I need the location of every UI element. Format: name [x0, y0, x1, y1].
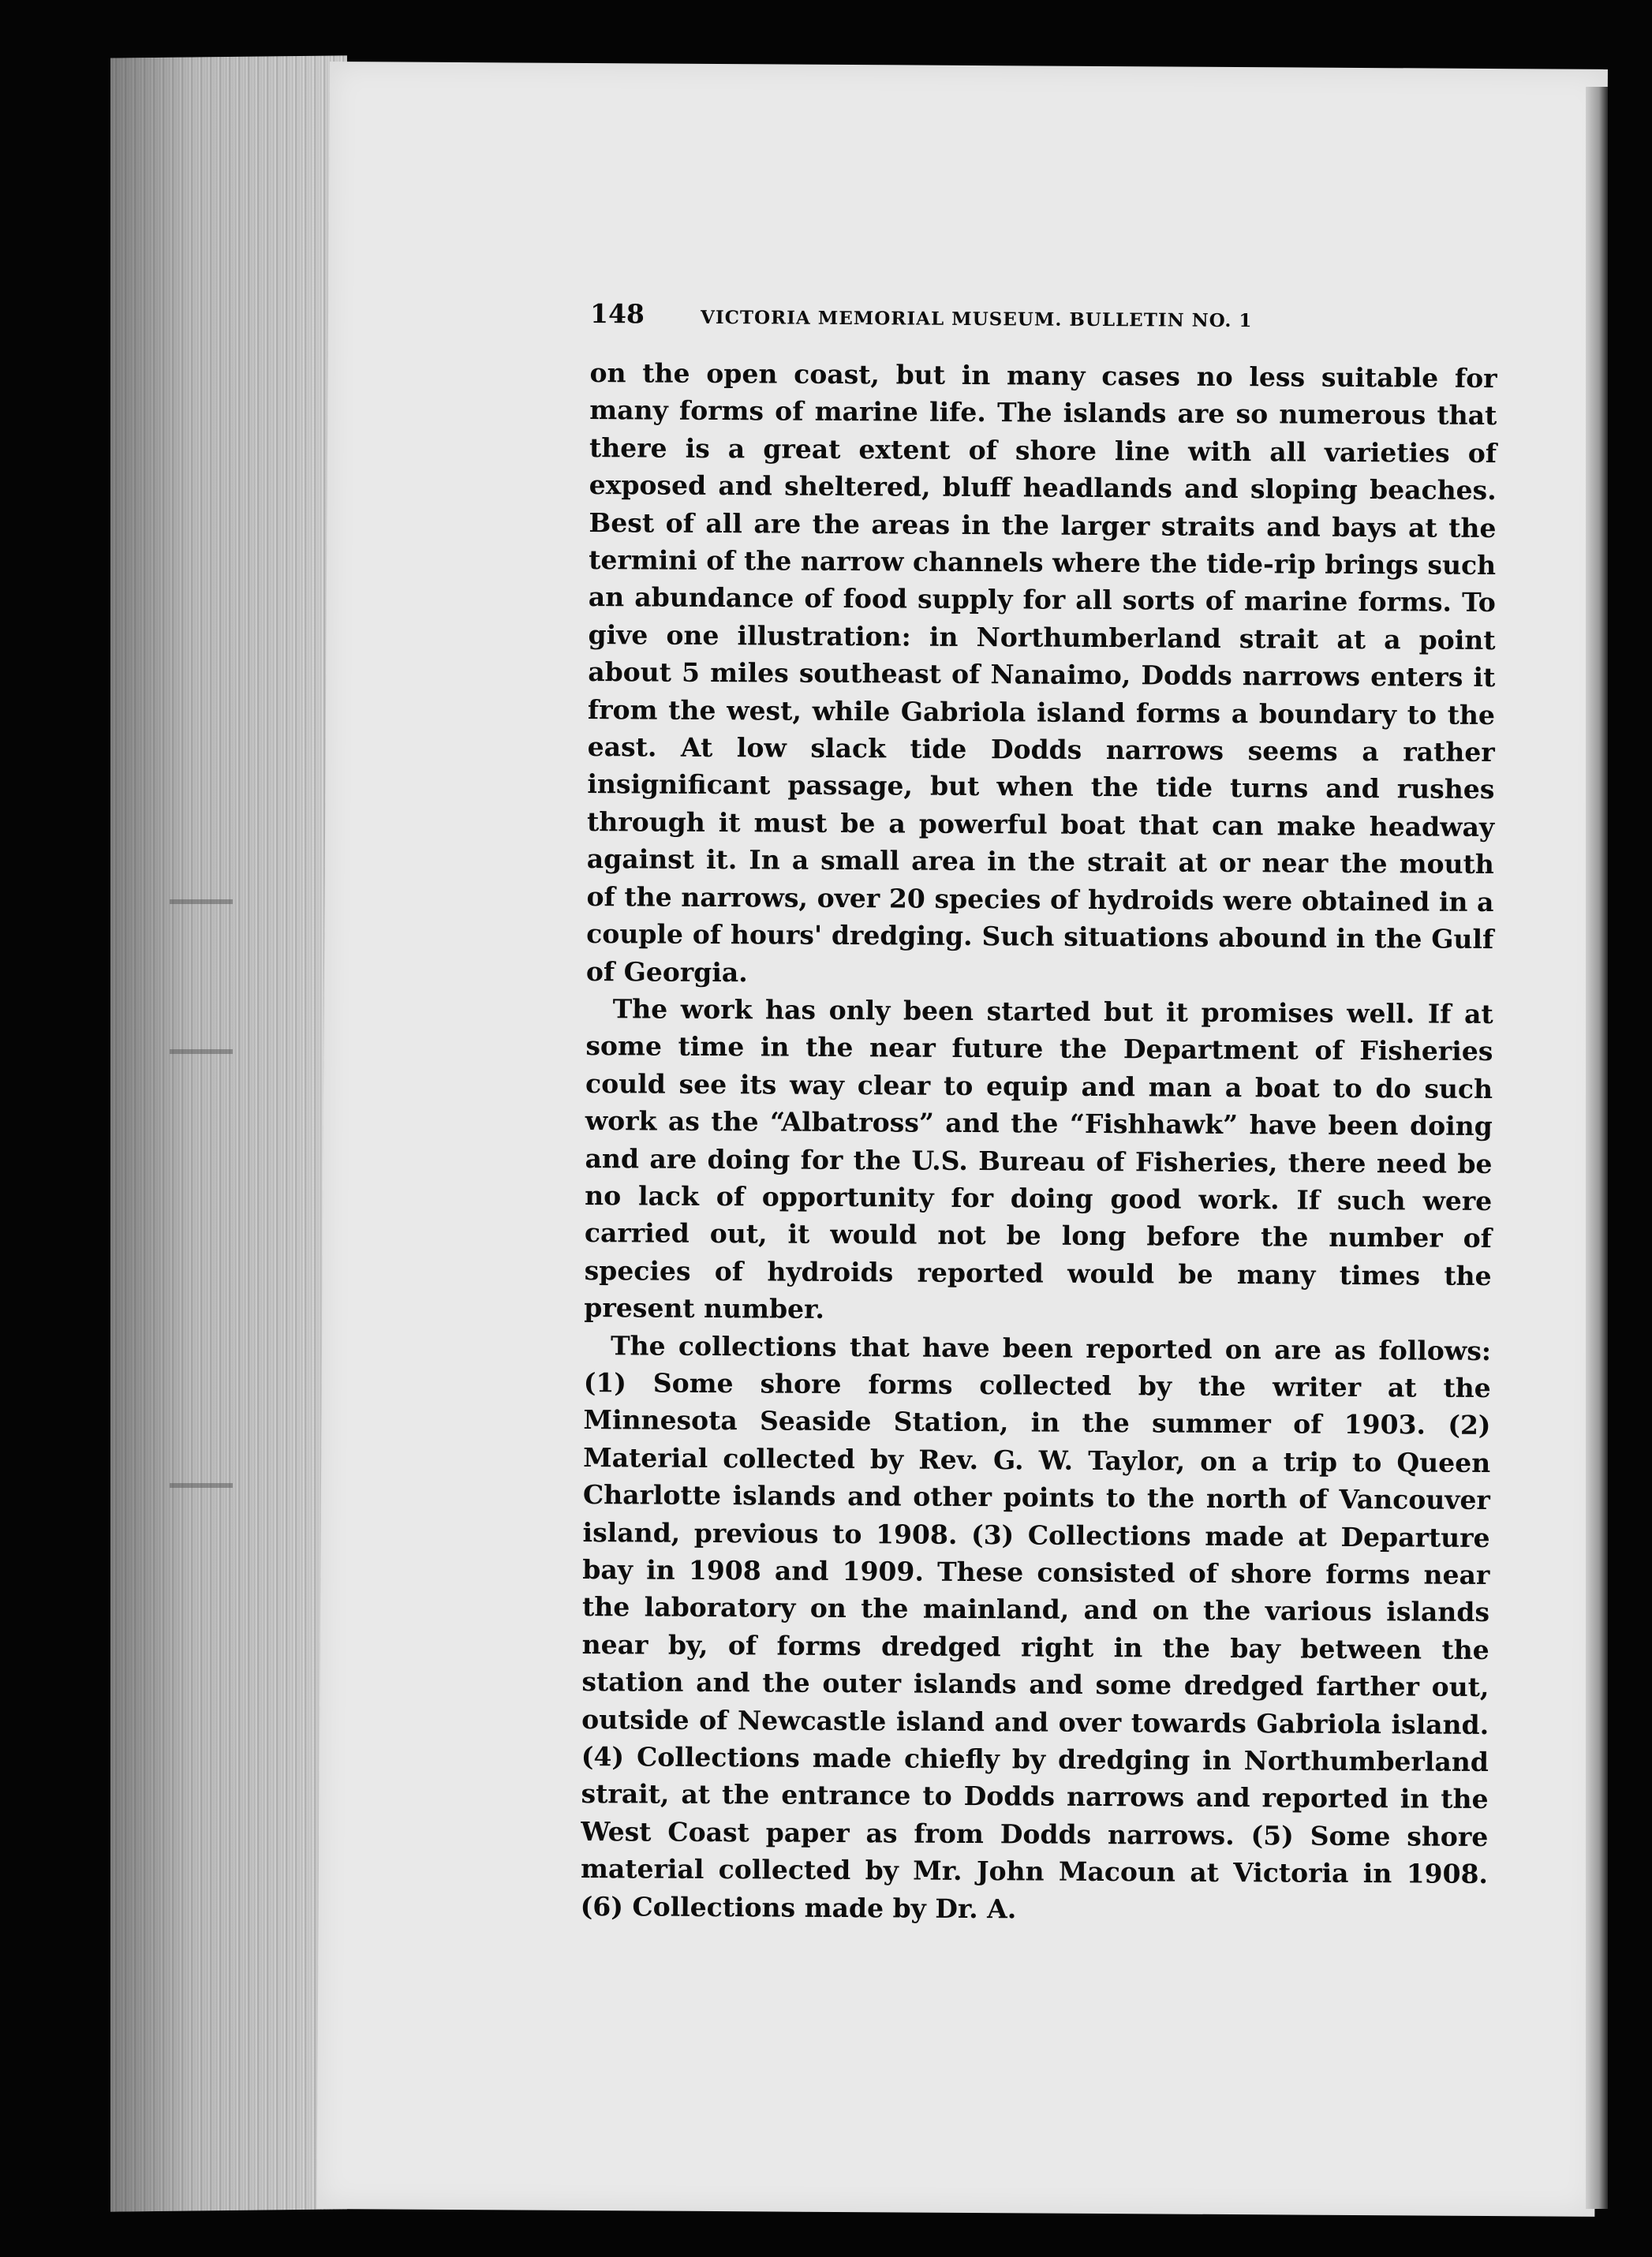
paragraph: The work has only been started but it promises well. If at some time in the near future the Department of Fisheries could see its way clear to equip and man a boat to do such work as the “Albatross” and the “Fishhawk” have been doing and are doing for the U.S. Bureau of Fisheries, there need be no lack of opportunity for doing good work. If such were carried out, it would not be long before the number of species of hydroids reported would be many times the present number. [584, 993, 1493, 1325]
paragraph: on the open coast, but in many cases no less suitable for many forms of marine life. The islands are so numerous that there is a great extent of shore line with all varieties of exposed and sheltered, bluff headlands and sloping beaches. Best of all are the areas in the larger straits and bays at the termini of the narrow channels where the tide-rip brings such an abundance of food supply for all sorts of marine forms. To give one illustration: in Northumberland strait at a point about 5 miles southeast of Nanaimo, Dodds narrows enters it from the west, while Gabriola island forms a boundary to the east. At low slack tide Dodds narrows seems a rather insignificant passage, but when the tide turns and rushes through it must be a powerful boat that can make headway against it. In a small area in the strait at or near the mouth of the narrows, over 20 species of hydroids were obtained in a couple of hours' dredging. Such situations abound in the Gulf of Georgia. [585, 357, 1497, 988]
page-edges [110, 55, 347, 2211]
running-head [590, 298, 1489, 334]
text-block [581, 298, 1498, 1930]
edge-mark [170, 1049, 233, 1054]
edge-mark [170, 1483, 233, 1488]
paragraph: The collections that have been reported on are as follows: (1) Some shore forms collected by the writer at the Minnesota Seaside Station, in the summer of 1903. (2) Material collected by Rev. G. W. Taylor, on a trip to Queen Charlotte islands and other points to the north of Vancouver island, previous to 1908. (3) Collections made at Departure bay in 1908 and 1909. These consisted of shore forms near the laboratory on the mainland, and on the various islands near by, of forms dredged right in the bay between the station and the outer islands and some dredged farther out, outside of Newcastle island and over towards Gabriola island. (4) Collections made chiefly by dredging in Northumberland strait, at the entrance to Dodds narrows and reported in the West Coast paper as from Dodds narrows. (5) Some shore material collected by Mr. John Macoun at Victoria in 1908. (6) Collections made by Dr. A. [580, 1329, 1492, 1925]
page-number: 148 [589, 298, 645, 330]
page-sheet [316, 62, 1608, 2217]
page-right-edge [1586, 87, 1608, 2209]
edge-mark [170, 899, 233, 904]
running-title: VICTORIA MEMORIAL MUSEUM. BULLETIN NO. 1 [700, 306, 1253, 332]
